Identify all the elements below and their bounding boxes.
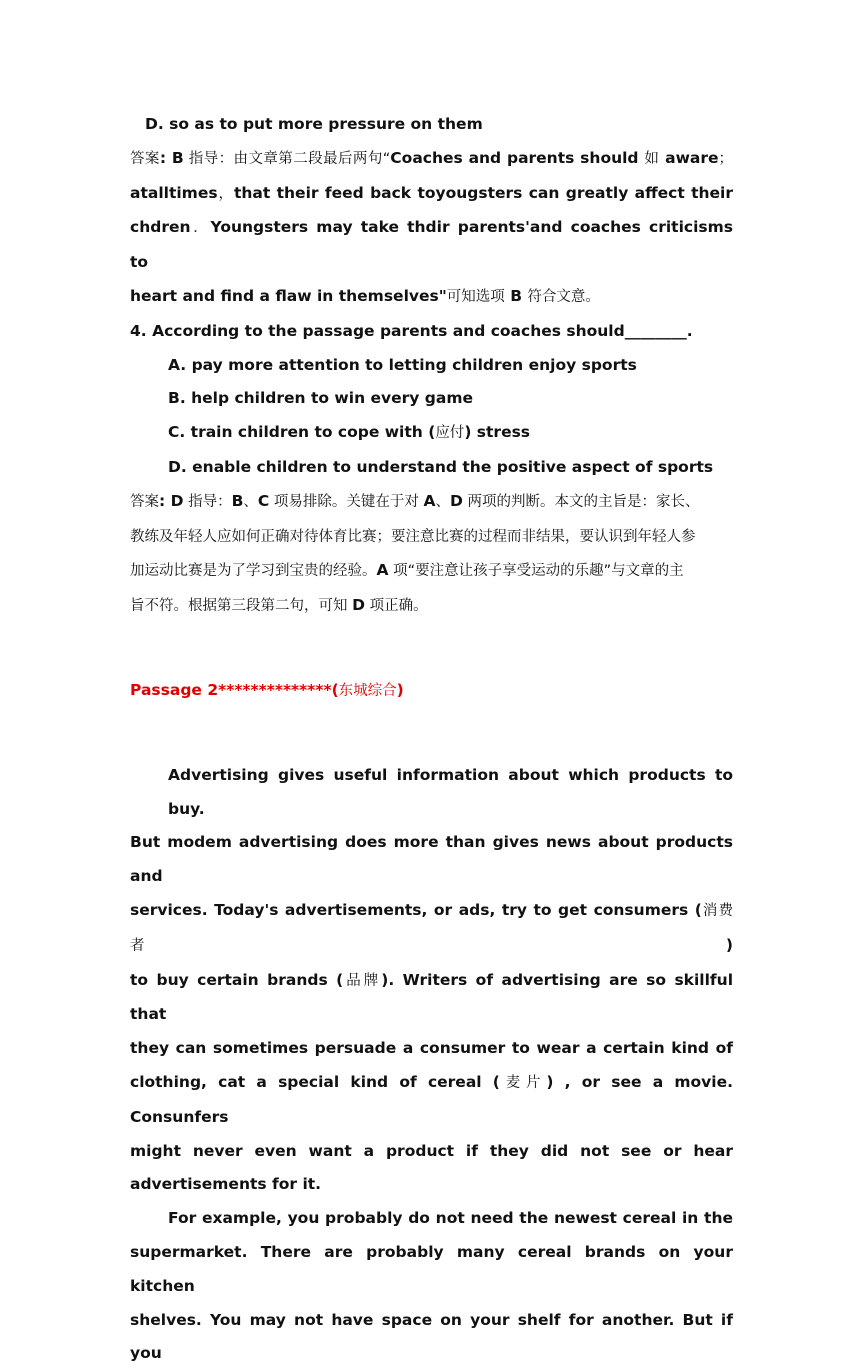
q4-answer-line-2: 教练及年轻人应如何正确对待体育比赛；要注意比赛的过程而非结果，要认识到年轻人参 bbox=[130, 520, 733, 555]
q4-option-c: C. train children to cope with (应付) stress bbox=[130, 416, 733, 451]
passage-2-paragraph-2 bbox=[130, 1202, 733, 1371]
q4-option-a: A. pay more attention to letting children enjoy sports bbox=[130, 349, 733, 383]
document-page bbox=[130, 108, 733, 1371]
q3-answer-line-1: 答案: B 指导：由文章第二段最后两句“Coaches and parents should 如 aware； bbox=[130, 142, 733, 177]
q4-question: 4. According to the passage parents and coaches should________. bbox=[130, 315, 733, 349]
q3-answer-line-3: chdren．Youngsters may take thdir parents'and coaches criticisms to bbox=[130, 211, 733, 280]
paragraph-line: shelves. You may not have space on your shelf for another. But if you bbox=[130, 1304, 733, 1371]
answer-label: 答案 bbox=[130, 151, 160, 167]
q4-option-b: B. help children to win every game bbox=[130, 382, 733, 416]
q3-option-d: D. so as to put more pressure on them bbox=[130, 108, 733, 142]
q4-answer-line-3: 加运动比赛是为了学习到宝贵的经验。A 项“要注意让孩子享受运动的乐趣”与文章的主 bbox=[130, 554, 733, 589]
paragraph-line: Advertising gives useful information about which products to buy. bbox=[130, 759, 733, 827]
passage-2-paragraph-1 bbox=[130, 759, 733, 1202]
paragraph-line: they can sometimes persuade a consumer to wear a certain kind of bbox=[130, 1032, 733, 1066]
paragraph-line: services. Today's advertisements, or ads, try to get consumers (消费者) bbox=[130, 894, 733, 964]
paragraph-line: to buy certain brands (品牌). Writers of advertising are so skillful that bbox=[130, 964, 733, 1033]
paragraph-line: But modem advertising does more than gives news about products and bbox=[130, 826, 733, 894]
q4-option-d: D. enable children to understand the positive aspect of sports bbox=[130, 451, 733, 485]
q4-answer-line-1: 答案: D 指导：B、C 项易排除。关键在于对 A、D 两项的判断。本文的主旨是：家长、 bbox=[130, 485, 733, 520]
q3-answer-line-2: atalltimes，that their feed back toyougsters can greatly affect their bbox=[130, 177, 733, 212]
paragraph-line: For example, you probably do not need the newest cereal in the bbox=[130, 1202, 733, 1236]
passage-2-title: Passage 2**************(东城综合) bbox=[130, 674, 733, 709]
paragraph-line: might never even want a product if they did not see or hear bbox=[130, 1135, 733, 1169]
q4-answer-line-4: 旨不符。根据第三段第二句，可知 D 项正确。 bbox=[130, 589, 733, 624]
paragraph-line: advertisements for it. bbox=[130, 1168, 733, 1202]
q3-answer-line-4: heart and find a flaw in themselves"可知选项 B 符合文意。 bbox=[130, 280, 733, 315]
paragraph-line: clothing, cat a special kind of cereal (麦片) , or see a movie. Consunfers bbox=[130, 1066, 733, 1135]
answer-label: 答案 bbox=[130, 494, 159, 510]
paragraph-line: supermarket. There are probably many cereal brands on your kitchen bbox=[130, 1236, 733, 1304]
